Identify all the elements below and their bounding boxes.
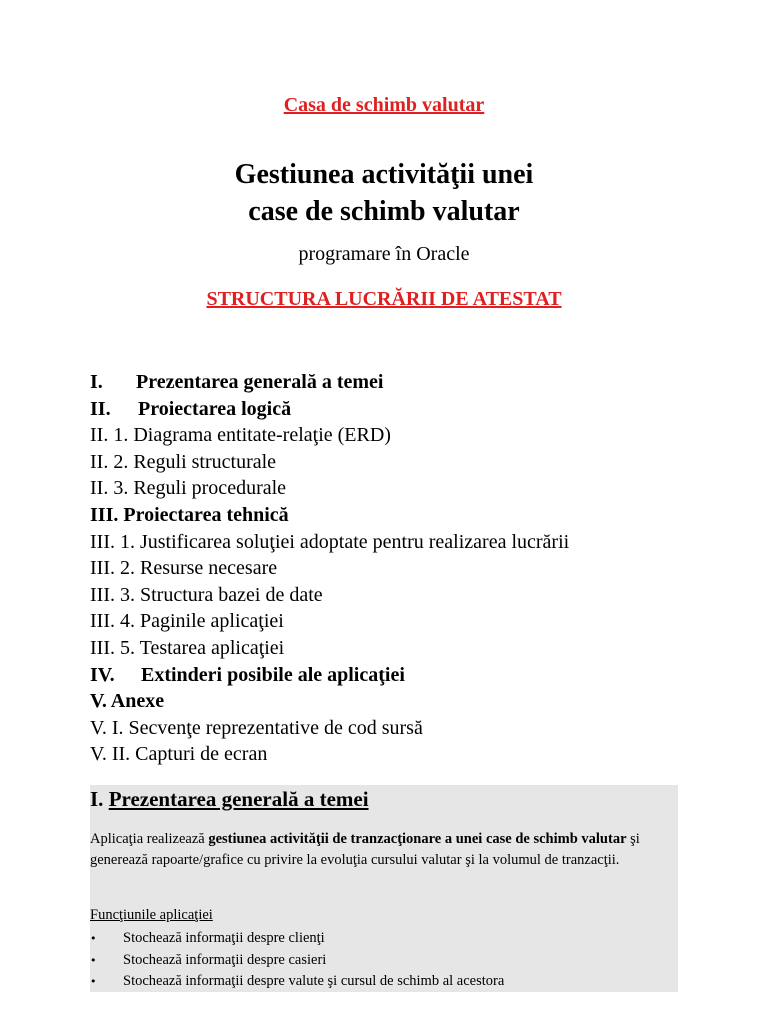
toc-item-text: II. 3. Reguli procedurale: [90, 477, 287, 500]
toc-item: [90, 688, 569, 715]
toc-item-text: III. 2. Resurse necesare: [90, 557, 278, 580]
main-title: [0, 156, 768, 230]
list-item: [90, 971, 504, 993]
toc-item: [90, 396, 569, 423]
toc-item: [90, 475, 569, 502]
document-header-title: Casa de schimb valutar: [283, 94, 485, 116]
toc-item: [90, 608, 569, 635]
toc-item-text: III. 5. Testarea aplicaţiei: [90, 636, 285, 659]
toc-item-text: Prezentarea generală a temei: [136, 371, 384, 393]
paragraph-end: şi generează rapoarte/grafice cu privire la evoluţia cursului valutar şi la volumul de tranzacţii.: [90, 831, 640, 868]
section-title: [90, 787, 369, 812]
toc-item-text: III. 1. Justificarea soluţiei adoptate pentru realizarea lucrării: [90, 530, 570, 553]
toc-item-text: V. I. Secvenţe reprezentative de cod sursă: [90, 716, 423, 739]
list-item-text: Stochează informaţii despre casieri: [123, 951, 327, 968]
toc-item: [90, 555, 569, 582]
toc-item-text: III. Proiectarea tehnică: [90, 503, 289, 526]
toc-item: [90, 635, 569, 662]
toc-item: [90, 662, 569, 689]
toc-item-number: IV.: [90, 663, 115, 686]
toc-item: [90, 369, 569, 396]
toc-item-text: V. II. Capturi de ecran: [90, 743, 268, 766]
toc-item-text: Proiectarea logică: [138, 397, 292, 420]
toc-item-text: II. 2. Reguli structurale: [90, 450, 277, 473]
section-paragraph: [90, 829, 678, 871]
toc-item: [90, 715, 569, 742]
functions-heading: Funcţiunile aplicaţiei: [90, 907, 213, 923]
toc-item: [90, 741, 569, 768]
section-number: I.: [90, 787, 104, 811]
main-title-line-2: case de schimb valutar: [248, 196, 520, 227]
bullet-icon: •: [90, 975, 97, 988]
toc-item-text: V. Anexe: [90, 690, 165, 713]
paragraph-start: Aplicaţia realizează: [90, 831, 209, 847]
table-of-contents: [90, 369, 569, 768]
toc-item-text: III. 3. Structura bazei de date: [90, 583, 323, 606]
list-item-text: Stochează informaţii despre valute şi cursul de schimb al acestora: [123, 973, 505, 989]
list-item: [90, 950, 504, 972]
section-presentation: [90, 785, 678, 992]
toc-item: [90, 529, 569, 556]
toc-item-text: III. 4. Paginile aplicaţiei: [90, 610, 284, 633]
toc-item: [90, 582, 569, 609]
functions-list: [90, 928, 504, 993]
toc-item: [90, 422, 569, 449]
structure-heading: STRUCTURA LUCRĂRII DE ATESTAT: [206, 288, 562, 310]
toc-item: [90, 449, 569, 476]
list-item: [90, 928, 504, 950]
paragraph-bold: gestiunea activităţii de tranzacţionare a unei case de schimb valutar: [208, 831, 627, 847]
toc-item: [90, 502, 569, 529]
main-title-line-1: Gestiunea activităţii unei: [234, 159, 534, 190]
list-item-text: Stochează informaţii despre clienţi: [123, 930, 325, 946]
toc-item-text: II. 1. Diagrama entitate-relaţie (ERD): [90, 424, 391, 447]
bullet-icon: •: [90, 932, 97, 945]
bullet-icon: •: [90, 953, 97, 967]
toc-item-number: I.: [90, 371, 103, 393]
toc-item-number: II.: [90, 397, 111, 420]
toc-item-text: Extinderi posibile ale aplicaţiei: [141, 663, 405, 686]
subtitle: programare în Oracle: [298, 243, 470, 265]
section-title-text: Prezentarea generală a temei: [108, 787, 369, 811]
